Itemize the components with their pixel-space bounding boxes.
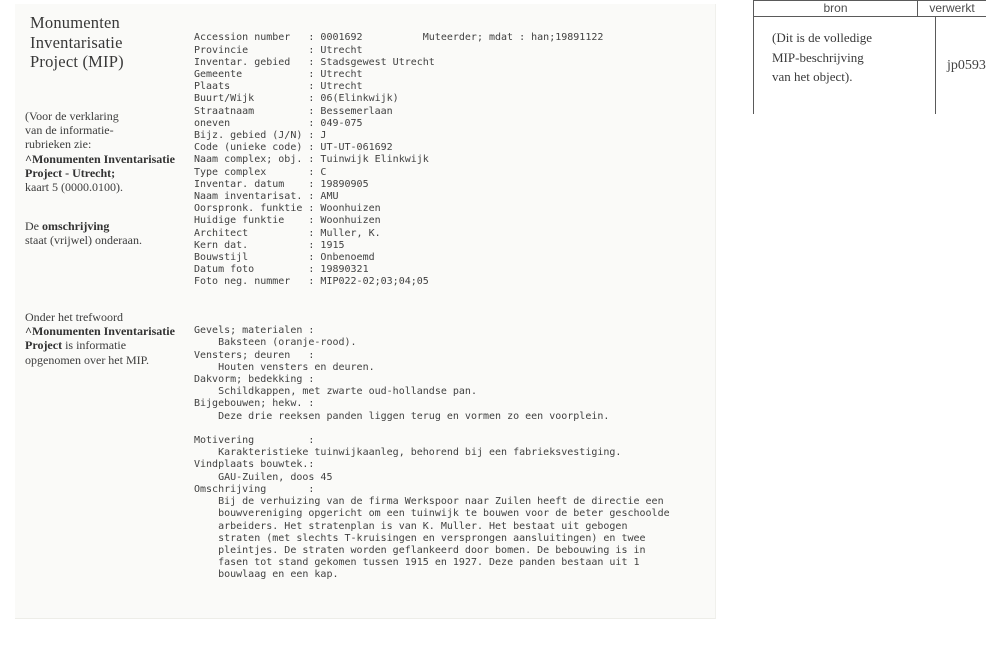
stamp-header-row: [754, 1, 986, 17]
field-colon: :: [308, 239, 321, 251]
sidebar-title-line: Project (MIP): [30, 52, 124, 71]
bold-text: ^Monumenten Inventarisatie: [25, 324, 175, 339]
record-field-row: [194, 179, 724, 191]
record-field-row: [194, 167, 724, 179]
field-value: 049-075: [320, 117, 363, 129]
field-value: Utrecht: [320, 81, 363, 93]
record-field-row: [194, 130, 724, 142]
sidebar-note-omschrijving: [25, 219, 142, 247]
sidebar-note-line: [25, 109, 175, 123]
record-section-label-row: [194, 350, 724, 362]
section-text-line: Deze drie reeksen panden liggen terug en vormen zo een voorplein.: [218, 410, 610, 422]
field-colon: :: [308, 191, 321, 203]
field-label: Naam complex; obj.: [194, 154, 303, 166]
field-label: Foto neg. nummer: [194, 276, 291, 288]
field-colon: :: [308, 130, 321, 142]
field-label: Plaats: [194, 81, 231, 93]
sidebar-note-line: [25, 219, 142, 233]
record-fields: [194, 32, 724, 288]
text: Onder het trefwoord: [25, 310, 123, 324]
record-section-label-row: [194, 325, 724, 337]
field-label: Datum foto: [194, 264, 255, 276]
record-field-row: [194, 240, 724, 252]
record-field-row: [194, 228, 724, 240]
field-label: Type complex: [194, 166, 267, 178]
section-colon: :: [308, 483, 321, 495]
sidebar-note-line: [25, 338, 175, 352]
muteerder-label: Muteerder; mdat: [422, 32, 514, 44]
field-label: Code (unieke code): [194, 142, 303, 154]
section-label: Vindplaats bouwtek.: [194, 459, 309, 471]
field-value: AMU: [320, 191, 339, 203]
bron-note: [754, 17, 935, 114]
field-value: MIP022-02;03;04;05: [320, 276, 429, 288]
stamp-table: [753, 0, 986, 114]
field-value: Tuinwijk Elinkwijk: [320, 154, 429, 166]
section-text-line: arbeiders. Het stratenplan is van K. Muller. Het bestaat uit gebogen: [218, 520, 628, 532]
text: is informatie: [62, 338, 127, 353]
field-label: Bouwstijl: [194, 252, 249, 264]
sidebar-title-line: Inventarisatie: [30, 32, 123, 52]
field-value: Stadsgewest Utrecht: [320, 56, 435, 68]
field-value: 19890321: [320, 264, 369, 276]
field-colon: :: [308, 117, 321, 129]
record-block: [194, 8, 724, 594]
bron-note-line: MIP-beschrijving: [772, 49, 864, 65]
field-value: 19890905: [320, 178, 369, 190]
section-text-line: Bij de verhuizing van de firma Werkspoor naar Zuilen heeft de directie een: [218, 496, 664, 508]
verwerkt-header: verwerkt: [917, 1, 986, 16]
sidebar-note-line: [25, 166, 175, 180]
section-text-line: Karakteristieke tuinwijkaanleg, behorend bij een fabrieksvestiging.: [218, 447, 622, 459]
muteerder-value: han;19891122: [531, 32, 604, 44]
record-field-row: [194, 154, 724, 166]
field-value: Woonhuizen: [320, 215, 381, 227]
record-field-row: [194, 215, 724, 227]
record-field-row: [194, 93, 724, 105]
record-section-label-row: [194, 398, 724, 410]
field-colon: :: [308, 252, 321, 264]
field-value: Bessemerlaan: [320, 105, 393, 117]
field-value: 06(Elinkwijk): [320, 93, 399, 105]
sidebar-note-line: [25, 123, 175, 137]
section-text-line: bouwlaag en een kap.: [218, 569, 339, 581]
record-field-row: [194, 106, 724, 118]
record-section-label-row: [194, 484, 724, 496]
section-text-line: Houten vensters en deuren.: [218, 361, 375, 373]
field-colon: :: [308, 142, 321, 154]
field-value: UT-UT-061692: [320, 142, 393, 154]
section-text-line: GAU-Zuilen, doos 45: [218, 471, 333, 483]
sidebar-title-line: Monumenten: [30, 13, 120, 32]
field-colon: :: [308, 166, 321, 178]
field-label: Provincie: [194, 44, 249, 56]
record-field-row: [194, 203, 724, 215]
field-colon: :: [308, 154, 321, 166]
text: staat (vrijwel) onderaan.: [25, 233, 142, 248]
field-colon: :: [308, 44, 321, 56]
field-label: Architect: [194, 227, 249, 239]
section-label: Vensters; deuren: [194, 349, 291, 361]
field-colon: :: [308, 203, 321, 215]
section-text-line: fasen tot stand gekomen tussen 1915 en 1927. Deze panden bestaan uit 1: [218, 557, 640, 569]
field-value: 1915: [320, 239, 345, 251]
text: rubrieken zie:: [25, 137, 92, 152]
section-label: Dakvorm; bedekking: [194, 374, 303, 386]
field-label: Huidige funktie: [194, 215, 285, 227]
record-field-row: [194, 57, 724, 69]
text: opgenomen over het MIP.: [25, 352, 149, 367]
field-label: Kern dat.: [194, 239, 249, 251]
sidebar-note-line: [25, 324, 175, 338]
field-value: C: [320, 166, 327, 178]
field-colon: :: [308, 215, 321, 227]
section-colon: :: [308, 374, 321, 386]
record-field-row: [194, 191, 724, 203]
field-label: Buurt/Wijk: [194, 93, 255, 105]
sidebar-title: [30, 13, 124, 72]
field-colon: :: [308, 32, 321, 44]
field-value: 0001692: [320, 32, 363, 44]
field-colon: :: [308, 264, 321, 276]
section-colon: :: [308, 459, 321, 471]
field-label: Inventar. datum: [194, 178, 285, 190]
record-field-row: [194, 45, 724, 57]
field-label: Accession number: [194, 32, 291, 44]
verwerkt-value: jp0593: [935, 17, 986, 114]
record-field-row: [194, 142, 724, 154]
sidebar-note-line: [25, 353, 175, 367]
field-label: Inventar. gebied: [194, 56, 291, 68]
field-colon: :: [308, 227, 321, 239]
record-section-label-row: [194, 435, 724, 447]
field-label: Naam inventarisat.: [194, 191, 303, 203]
field-colon: :: [308, 56, 321, 68]
section-text-line: Baksteen (oranje-rood).: [218, 337, 357, 349]
section-text-line: Schildkappen, met zwarte oud-hollandse pan.: [218, 386, 477, 398]
text: De: [25, 219, 42, 233]
record-field-row: [194, 32, 724, 44]
bold-text: omschrijving: [42, 219, 110, 233]
muteerder-colon: :: [519, 32, 532, 44]
record-field-row: [194, 118, 724, 130]
sidebar-note-line: [25, 152, 175, 166]
record-field-row: [194, 69, 724, 81]
bold-text: Project: [25, 338, 63, 353]
field-colon: :: [308, 105, 321, 117]
text: kaart 5 (0000.0100).: [25, 180, 123, 195]
sidebar-note-line: [25, 233, 142, 247]
section-label: Motivering: [194, 435, 255, 447]
field-value: Woonhuizen: [320, 203, 381, 215]
record-field-row: [194, 264, 724, 276]
section-label: Bijgebouwen; hekw.: [194, 398, 303, 410]
record-section-label-row: [194, 459, 724, 471]
sidebar-note-line: [25, 137, 175, 151]
section-text-line: bouwvereniging opgericht om een tuinwijk te bouwen voor de beter geschoolde: [218, 508, 670, 520]
record-field-row: [194, 81, 724, 93]
field-value: Onbenoemd: [320, 252, 375, 264]
text: van de informatie-: [25, 123, 114, 138]
section-text-line: straten (met slechts T-kruisingen en versprongen aansluitingen) en twee: [218, 532, 646, 544]
field-value: J: [320, 130, 327, 142]
bron-note-line: van het object).: [772, 69, 853, 84]
sidebar-note-trefwoord: [25, 310, 175, 367]
section-colon: :: [308, 325, 321, 337]
field-value: Utrecht: [320, 44, 363, 56]
field-label: oneven: [194, 117, 231, 129]
field-colon: :: [308, 81, 321, 93]
record-sections: [194, 325, 724, 581]
bron-header: bron: [823, 1, 848, 15]
stamp-body-row: [754, 17, 986, 114]
field-colon: :: [308, 276, 321, 288]
record-section-label-row: [194, 374, 724, 386]
field-label: Straatnaam: [194, 105, 255, 117]
field-colon: :: [308, 178, 321, 190]
record-field-row: [194, 252, 724, 264]
field-colon: :: [308, 69, 321, 81]
field-label: Bijz. gebied (J/N): [194, 130, 303, 142]
section-label: Gevels; materialen: [194, 325, 303, 337]
section-colon: :: [308, 435, 321, 447]
field-value: Utrecht: [320, 69, 363, 81]
field-label: Oorspronk. funktie: [194, 203, 303, 215]
sidebar-note-line: [25, 180, 175, 194]
text: (Voor de verklaring: [25, 109, 119, 123]
field-colon: :: [308, 93, 321, 105]
bold-text: Project - Utrecht;: [25, 165, 116, 180]
muteerder-block: [423, 32, 604, 44]
sidebar-note-verklaring: [25, 109, 175, 194]
section-label: Omschrijving: [194, 483, 267, 495]
record-field-row: [194, 276, 724, 288]
bold-text: ^Monumenten Inventarisatie: [25, 151, 175, 166]
sidebar-note-line: [25, 310, 175, 324]
bron-note-line: (Dit is de volledige: [772, 30, 873, 45]
section-text-line: pleintjes. De straten worden geflankeerd door bomen. De bebouwing is in: [218, 544, 646, 556]
section-colon: :: [308, 349, 321, 361]
section-colon: :: [308, 398, 321, 410]
field-label: Gemeente: [194, 69, 243, 81]
field-value: Muller, K.: [320, 227, 381, 239]
